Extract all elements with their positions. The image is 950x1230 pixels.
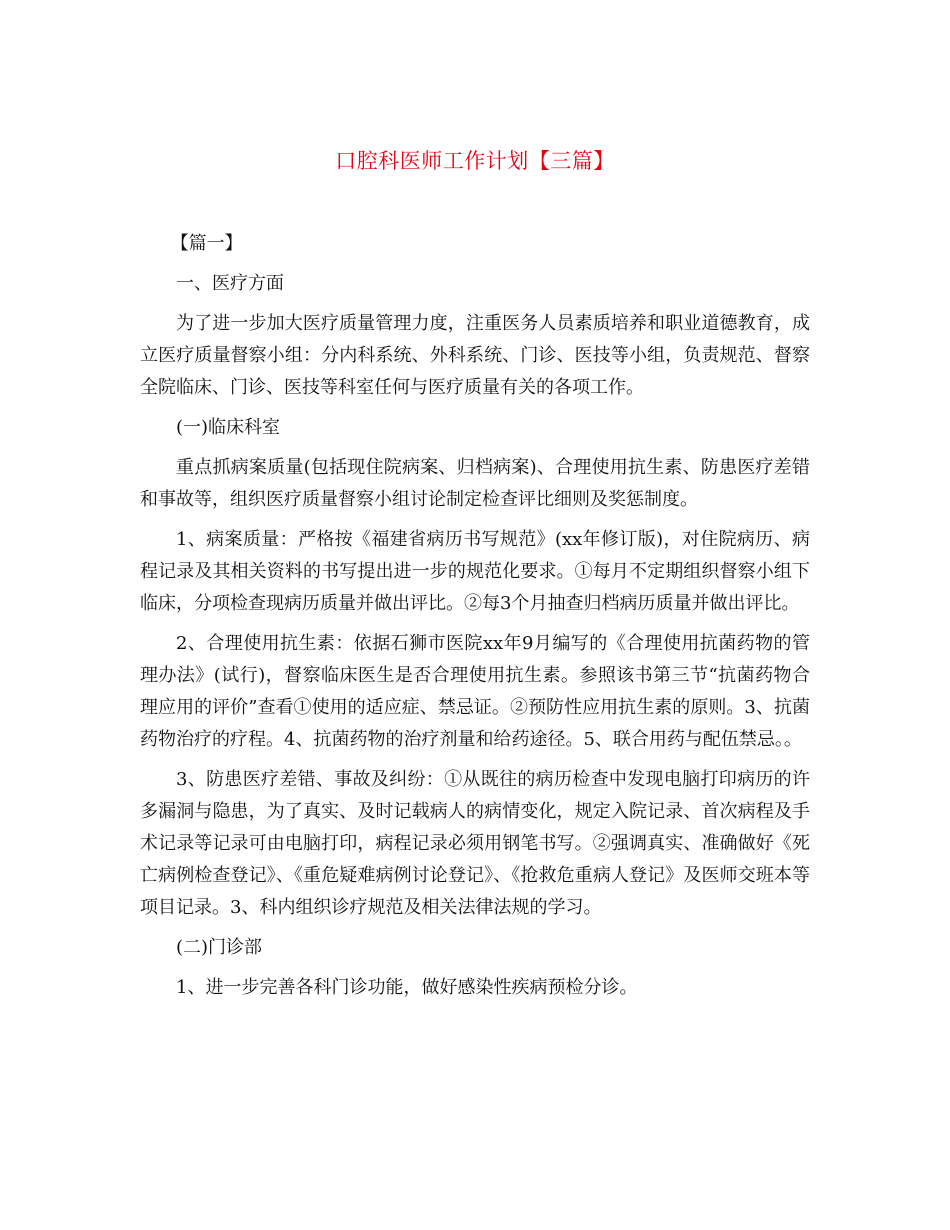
subheading-clinical-departments: (一)临床科室: [176, 417, 281, 438]
paragraph-antibiotics: 2、合理使用抗生素：依据石狮市医院xx年9月编写的《合理使用抗菌药物的管理办法》(试行)，督察临床医生是否合理使用抗生素。参照该书第三节“抗菌药物合理应用的评价”查看①使用的适应症、禁忌证。②预防性应用抗生素的原则。3、抗菌药物治疗的疗程。4、抗菌药物的治疗剂量和给药途径。5、联合用药与配伍禁忌。。: [140, 633, 810, 750]
paragraph-clinical-focus: 重点抓病案质量(包括现住院病案、归档病案)、合理使用抗生素、防患医疗差错和事故等，组织医疗质量督察小组讨论制定检查评比细则及奖惩制度。: [140, 457, 810, 510]
document-title: 口腔科医师工作计划【三篇】: [335, 149, 615, 173]
section-heading-part-one: 【篇一】: [170, 233, 243, 254]
paragraph-case-quality: 1、病案质量：严格按《福建省病历书写规范》(xx年修订版)，对住院病历、病程记录及其相关资料的书写提出进一步的规范化要求。①每月不定期组织督察小组下临床，分项检查现病历质量并做出评比。②每3个月抽查归档病历质量并做出评比。: [140, 529, 810, 614]
section-heading-medical: 一、医疗方面: [176, 273, 284, 294]
paragraph-error-prevention: 3、防患医疗差错、事故及纠纷：①从既往的病历检查中发现电脑打印病历的许多漏洞与隐患，为了真实、及时记载病人的病情变化，规定入院记录、首次病程及手术记录等记录可由电脑打印，病程记录必须用钢笔书写。②强调真实、准确做好《死亡病例检查登记》、《重危疑难病例讨论登记》、《抢救危重病人登记》及医师交班本等项目记录。3、科内组织诊疗规范及相关法律法规的学习。: [140, 769, 810, 918]
subheading-outpatient: (二)门诊部: [176, 937, 263, 958]
document-body: [140, 228, 810, 1012]
paragraph-outpatient-1: 1、进一步完善各科门诊功能，做好感染性疾病预检分诊。: [176, 977, 638, 998]
paragraph-intro: 为了进一步加大医疗质量管理力度，注重医务人员素质培养和职业道德教育，成立医疗质量督察小组：分内科系统、外科系统、门诊、医技等小组，负责规范、督察全院临床、门诊、医技等科室任何与医疗质量有关的各项工作。: [140, 313, 810, 398]
